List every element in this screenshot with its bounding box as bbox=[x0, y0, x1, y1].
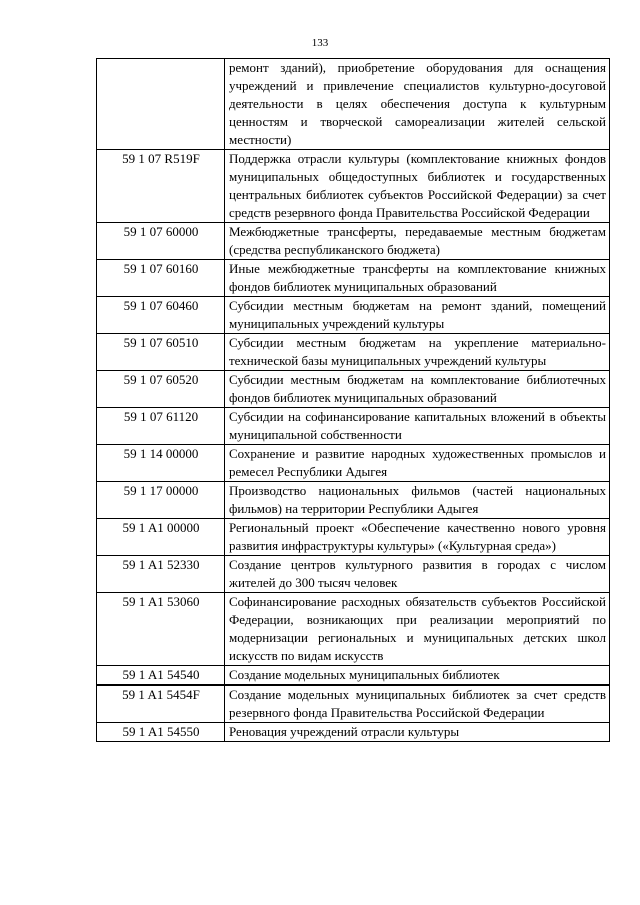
row-code: 59 1 07 60510 bbox=[97, 334, 225, 371]
row-description: Поддержка отрасли культуры (комплектование книжных фондов муниципальных общедоступных библиотек и государственных центральных библиотек субъектов Российской Федерации) за счет средств резервного фонда Правительства Российской Федерации bbox=[225, 150, 610, 223]
row-code: 59 1 07 61120 bbox=[97, 408, 225, 445]
table-row bbox=[97, 297, 610, 334]
row-description: Субсидии местным бюджетам на комплектование библиотечных фондов библиотек муниципальных образований bbox=[225, 371, 610, 408]
table-row bbox=[97, 723, 610, 742]
row-description: Субсидии местным бюджетам на укрепление материально-технической базы муниципальных учреждений культуры bbox=[225, 334, 610, 371]
row-description: Сохранение и развитие народных художественных промыслов и ремесел Республики Адыгея bbox=[225, 445, 610, 482]
row-code bbox=[97, 59, 225, 150]
row-description: Создание модельных муниципальных библиотек bbox=[225, 666, 610, 686]
row-code: 59 1 07 R519F bbox=[97, 150, 225, 223]
row-code: 59 1 A1 54550 bbox=[97, 723, 225, 742]
row-description: Иные межбюджетные трансферты на комплектование книжных фондов библиотек муниципальных образований bbox=[225, 260, 610, 297]
row-description: Субсидии местным бюджетам на ремонт зданий, помещений муниципальных учреждений культуры bbox=[225, 297, 610, 334]
row-code: 59 1 A1 00000 bbox=[97, 519, 225, 556]
table-row bbox=[97, 371, 610, 408]
row-code: 59 1 A1 54540 bbox=[97, 666, 225, 686]
row-code: 59 1 A1 52330 bbox=[97, 556, 225, 593]
table-row bbox=[97, 519, 610, 556]
page-number: 133 bbox=[311, 37, 329, 49]
budget-classification-table bbox=[96, 58, 610, 742]
table-row bbox=[97, 150, 610, 223]
row-description: Межбюджетные трансферты, передаваемые местным бюджетам (средства республиканского бюджета) bbox=[225, 223, 610, 260]
row-code: 59 1 07 60000 bbox=[97, 223, 225, 260]
row-description: Субсидии на софинансирование капитальных вложений в объекты муниципальной собственности bbox=[225, 408, 610, 445]
row-code: 59 1 17 00000 bbox=[97, 482, 225, 519]
row-code: 59 1 07 60520 bbox=[97, 371, 225, 408]
row-description: Производство национальных фильмов (частей национальных фильмов) на территории Республики Адыгея bbox=[225, 482, 610, 519]
table-body bbox=[97, 59, 610, 742]
table-row bbox=[97, 59, 610, 150]
row-code: 59 1 A1 5454F bbox=[97, 685, 225, 723]
table-row bbox=[97, 556, 610, 593]
table-row bbox=[97, 685, 610, 723]
row-description: Реновация учреждений отрасли культуры bbox=[225, 723, 610, 742]
row-description: Региональный проект «Обеспечение качественно нового уровня развития инфраструктуры культуры» («Культурная среда») bbox=[225, 519, 610, 556]
row-code: 59 1 14 00000 bbox=[97, 445, 225, 482]
row-description: Софинансирование расходных обязательств субъектов Российской Федерации, возникающих при реализации мероприятий по модернизации региональных и муниципальных детских школ искусств по видам искусств bbox=[225, 593, 610, 666]
table-row bbox=[97, 260, 610, 297]
table-row bbox=[97, 223, 610, 260]
table-row bbox=[97, 445, 610, 482]
table-row bbox=[97, 593, 610, 666]
table-row bbox=[97, 482, 610, 519]
row-code: 59 1 A1 53060 bbox=[97, 593, 225, 666]
row-code: 59 1 07 60460 bbox=[97, 297, 225, 334]
row-description: Создание центров культурного развития в городах с числом жителей до 300 тысяч человек bbox=[225, 556, 610, 593]
row-code: 59 1 07 60160 bbox=[97, 260, 225, 297]
table-row bbox=[97, 666, 610, 686]
row-description: ремонт зданий), приобретение оборудования для оснащения учреждений и привлечение специалистов культурно-досуговой деятельности в целях обеспечения доступа к культурным ценностям и творческой самореализации жителей сельской местности) bbox=[225, 59, 610, 150]
table-row bbox=[97, 334, 610, 371]
table-row bbox=[97, 408, 610, 445]
row-description: Создание модельных муниципальных библиотек за счет средств резервного фонда Правительства Российской Федерации bbox=[225, 685, 610, 723]
